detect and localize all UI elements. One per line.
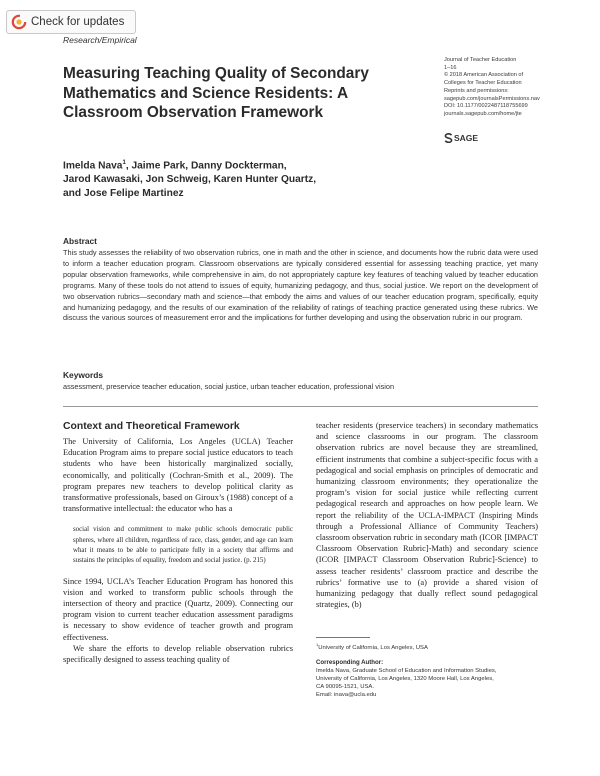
author-list (63, 156, 383, 201)
sage-mark-icon (444, 133, 453, 143)
body-paragraph-1: The University of California, Los Angeles (UCLA) Teacher Education Program aims to prepare social justice educators to teach students who have been historically marginalized socially, economically, and politically (Cochran-Smith et al., 2009). The program prepares new teachers to develop political clarity as transformative professionals, based on Giroux’s (1988) concept of a transformative intellectual: the educator who has a (63, 437, 293, 514)
article-title: Measuring Teaching Quality of Secondary Mathematics and Science Residents: A Classroom Observation Framework (63, 65, 369, 121)
corresponding-author-email[interactable]: Email: inava@ucla.edu (316, 691, 377, 698)
right-column (316, 420, 538, 610)
footnote-divider (316, 637, 370, 638)
sage-logo (444, 133, 478, 143)
reprints-link[interactable]: sagepub.com/journalsPermissions.nav (444, 95, 540, 102)
copyright-line-2: Colleges for Teacher Education (444, 80, 522, 87)
refresh-icon (11, 14, 27, 30)
abstract-section (63, 236, 538, 324)
left-column (63, 421, 293, 665)
keywords-section (63, 370, 538, 392)
journal-info-block (444, 57, 594, 119)
journal-link[interactable]: journals.sagepub.com/home/jte (444, 110, 522, 117)
author-line-1: Imelda Nava$^1$, Jaime Park, Danny Dockterman, (63, 160, 287, 172)
author-line-3: and Jose Felipe Martinez (63, 188, 184, 200)
copyright-line-1: © 2018 American Association of (444, 72, 524, 79)
abstract-text: This study assesses the reliability of two observation rubrics, one in math and the other in science, and documents how the rubric data were used to inform a teacher education program. Classroom observations are typically considered essential for assessing teaching practice, yet many popular observation frameworks, while comprehensive in aim, do not appropriately capture key features of teaching valued by teacher education programs. Many of these tools do not attend to issues of equity, humanizing pedagogy, and thus, social justice. We report on the development of two observation rubrics—secondary math and science—that embody the aims and values of our teacher education program, specifically, equity and humanizing pedagogy, and the results of our examination of the reliability of ratings of teaching practice generated using these rubrics. We discuss the various sources of measurement error and the implications for further developing and using the observation rubric in our program. (63, 248, 538, 323)
body-paragraph-2: Since 1994, UCLA’s Teacher Education Program has honored this vision and worked to transform public schools through the intersection of theory and practice (Quartz, 2009). Connecting our program vision to current teacher education assessment paradigms is necessary to show evidence of teacher growth and program effectiveness. (63, 576, 293, 642)
section-heading: Context and Theoretical Framework (63, 421, 240, 432)
corresponding-author-heading: Corresponding Author: (316, 658, 384, 666)
sage-logo-text: SAGE (454, 133, 479, 143)
keywords-heading: Keywords (63, 370, 104, 380)
journal-name: Journal of Teacher Education (444, 57, 517, 63)
footnotes (316, 641, 538, 699)
section-divider (63, 406, 538, 407)
author-line-2: Jarod Kawasaki, Jon Schweig, Karen Hunter Quartz, (63, 174, 317, 186)
article-type-label: Research/Empirical (63, 35, 137, 45)
abstract-heading: Abstract (63, 236, 97, 246)
journal-pages: 1–16 (444, 64, 457, 71)
keywords-text: assessment, preservice teacher education, social justice, urban teacher education, professional vision (63, 382, 395, 391)
corresponding-author-line-3: CA 90095-1521, USA. (316, 683, 374, 690)
doi[interactable]: DOI: 10.1177/0022487118755699 (444, 103, 528, 110)
check-for-updates-badge[interactable] (6, 10, 136, 34)
corresponding-author-line-1: Imelda Nava, Graduate School of Education and Information Studies, (316, 667, 497, 674)
check-for-updates-label: Check for updates (31, 16, 125, 28)
affiliation-footnote: $^1$University of California, Los Angeles, USA (316, 642, 428, 651)
body-paragraph-4: teacher residents (preservice teachers) in secondary mathematics and science classrooms in our program. The classroom observation rubrics are novel because they are streamlined, efficient instruments that combine a subject-specific focus with a pedagogical and social emphasis on principles of democratic and humanizing classroom environments; they operationalize the program’s vision for social justice while reflecting current pedagogical research and approaches on how people learn. We report the reliability of the UCLA-IMPACT (Inspiring Minds through a Professional Alliance of Community Teachers) classroom observation rubric in secondary math (ICOR [IMPACT Classroom Observation Rubric]-Math) and secondary science (ICOR [IMPACT Classroom Observation Rubric]-Science) to assess teacher residents’ classroom practice and describe the rubrics’ formative use to (a) provide a shared vision of humanizing pedagogy that dually reflect sound pedagogical strategies, (b) (316, 421, 538, 610)
body-paragraph-3: We share the efforts to develop reliable observation rubrics specifically designed to assess teaching quality of (63, 643, 293, 665)
reprints-label: Reprints and permissions: (444, 87, 509, 94)
block-quote: social vision and commitment to make public schools democratic public spheres, where all children, regardless of race, class, gender, and age can learn what it means to be able to participate fully in a society that affirms and sustains the principles of equality, freedom and social justice. (p. 215) (73, 526, 293, 565)
affiliation-mark: 1 (122, 160, 126, 166)
corresponding-author-line-2: University of California, Los Angeles, 1320 Moore Hall, Los Angeles, (316, 675, 494, 682)
